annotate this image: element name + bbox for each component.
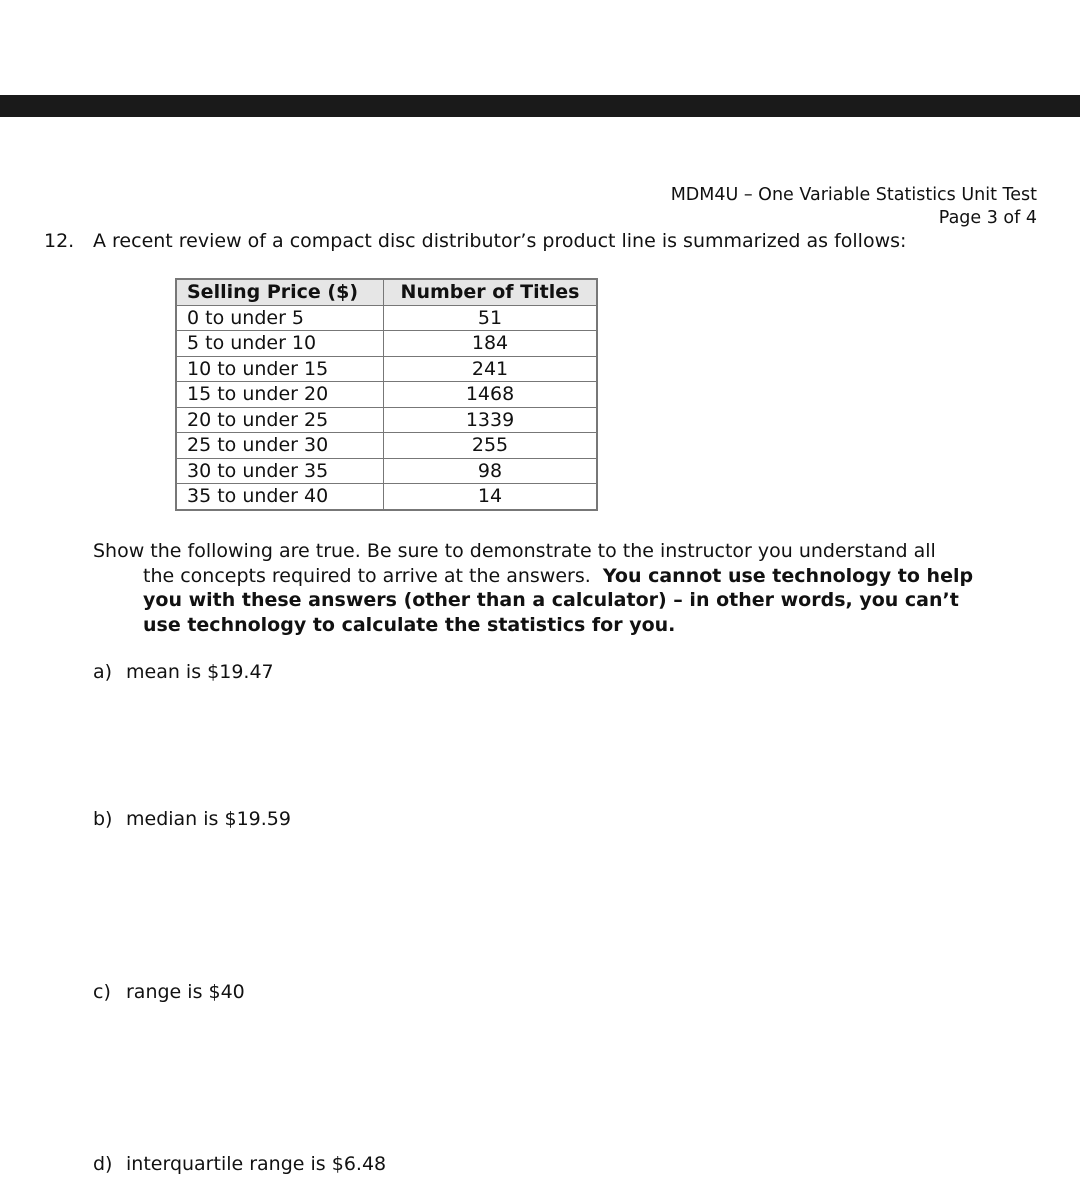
count-cell: 1468 — [384, 382, 598, 408]
top-bar — [0, 95, 1080, 117]
count-cell: 1339 — [384, 407, 598, 433]
question-number: 12. — [44, 230, 75, 252]
instructions-line-1: Show the following are true. Be sure to demonstrate to the instructor you understand all — [93, 540, 936, 562]
part-letter: d) — [93, 1153, 113, 1175]
instructions-warning-1: You cannot use technology to help — [602, 564, 974, 587]
header-number-of-titles: Number of Titles — [384, 279, 598, 305]
table-row — [176, 331, 597, 357]
instructions-warning-3: use technology to calculate the statistics for you. — [143, 613, 676, 636]
price-cell: 25 to under 30 — [176, 433, 384, 459]
count-cell: 241 — [384, 356, 598, 382]
header-selling-price: Selling Price ($) — [176, 279, 384, 305]
count-cell: 184 — [384, 331, 598, 357]
part-d — [93, 1153, 386, 1175]
part-letter: b) — [93, 808, 113, 830]
part-text: interquartile range is $6.48 — [126, 1153, 387, 1175]
table-row — [176, 407, 597, 433]
table-row — [176, 458, 597, 484]
part-text: range is $40 — [126, 981, 245, 1003]
table-row — [176, 484, 597, 510]
question-text: A recent review of a compact disc distributor’s product line is summarized as follows: — [93, 230, 907, 252]
price-cell: 10 to under 15 — [176, 356, 384, 382]
count-cell: 51 — [384, 305, 598, 331]
part-text: median is $19.59 — [126, 808, 291, 830]
table-row — [176, 433, 597, 459]
part-text: mean is $19.47 — [126, 661, 274, 683]
price-cell: 0 to under 5 — [176, 305, 384, 331]
part-c — [93, 981, 245, 1003]
instructions — [93, 539, 1038, 637]
instructions-line-2: the concepts required to arrive at the answers. — [143, 564, 591, 587]
count-cell: 98 — [384, 458, 598, 484]
table-row — [176, 382, 597, 408]
part-letter: a) — [93, 661, 113, 683]
table-row — [176, 305, 597, 331]
table-header-row — [176, 279, 597, 305]
count-cell: 255 — [384, 433, 598, 459]
table-row — [176, 356, 597, 382]
instructions-indented — [93, 564, 1038, 638]
frequency-table — [175, 278, 598, 511]
price-cell: 30 to under 35 — [176, 458, 384, 484]
count-cell: 14 — [384, 484, 598, 510]
price-cell: 15 to under 20 — [176, 382, 384, 408]
instructions-warning-2: you with these answers (other than a calculator) – in other words, you can’t — [143, 589, 959, 611]
part-b — [93, 808, 291, 830]
price-cell: 35 to under 40 — [176, 484, 384, 510]
course-title: MDM4U – One Variable Statistics Unit Test — [670, 185, 1037, 205]
price-cell: 20 to under 25 — [176, 407, 384, 433]
question-12 — [44, 230, 906, 252]
part-letter: c) — [93, 981, 111, 1003]
price-cell: 5 to under 10 — [176, 331, 384, 357]
page-info: Page 3 of 4 — [938, 208, 1037, 228]
part-a — [93, 661, 274, 683]
